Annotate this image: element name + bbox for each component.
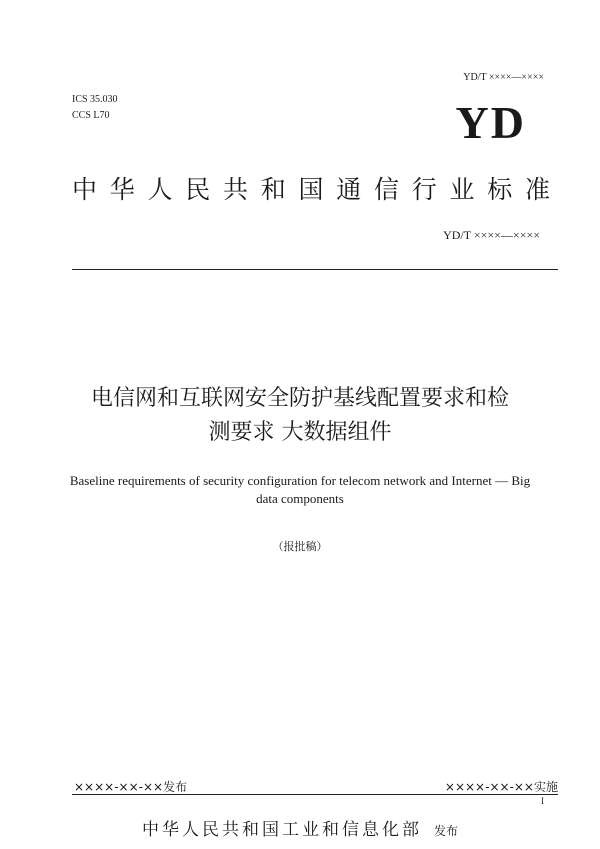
standard-code: YD/T ××××—×××× [443, 228, 540, 242]
implement-date: ××××-××-××实施 [444, 780, 558, 794]
top-standard-code: YD/T ××××—×××× [463, 72, 544, 83]
title-en-line-2: data components [256, 491, 344, 506]
draft-status: （报批稿） [272, 540, 328, 553]
issuer-action: 发布 [433, 824, 458, 838]
issuer-line [0, 815, 600, 840]
ics-code: ICS 35.030 [72, 94, 118, 105]
document-title-zh [20, 382, 580, 450]
title-zh-line-2: 测要求 大数据组件 [208, 420, 392, 445]
ccs-code: CCS L70 [72, 110, 110, 121]
title-zh-line-1: 电信网和互联网安全防护基线配置要求和检 [90, 386, 509, 411]
yd-logo: YD [455, 97, 526, 148]
issuer-name: 中华人民共和国工业和信息化部 [141, 820, 422, 840]
classification-codes [72, 92, 118, 124]
page-number: I [541, 796, 544, 806]
header-divider [72, 269, 558, 270]
standard-category-title: 中华人民共和国通信行业标准 [72, 175, 558, 204]
document-title-en [20, 472, 580, 508]
publish-date: ××××-××-××发布 [74, 780, 188, 794]
footer-divider [72, 794, 558, 795]
title-en-line-1: Baseline requirements of security configuration for telecom network and Internet — Big [69, 473, 531, 488]
